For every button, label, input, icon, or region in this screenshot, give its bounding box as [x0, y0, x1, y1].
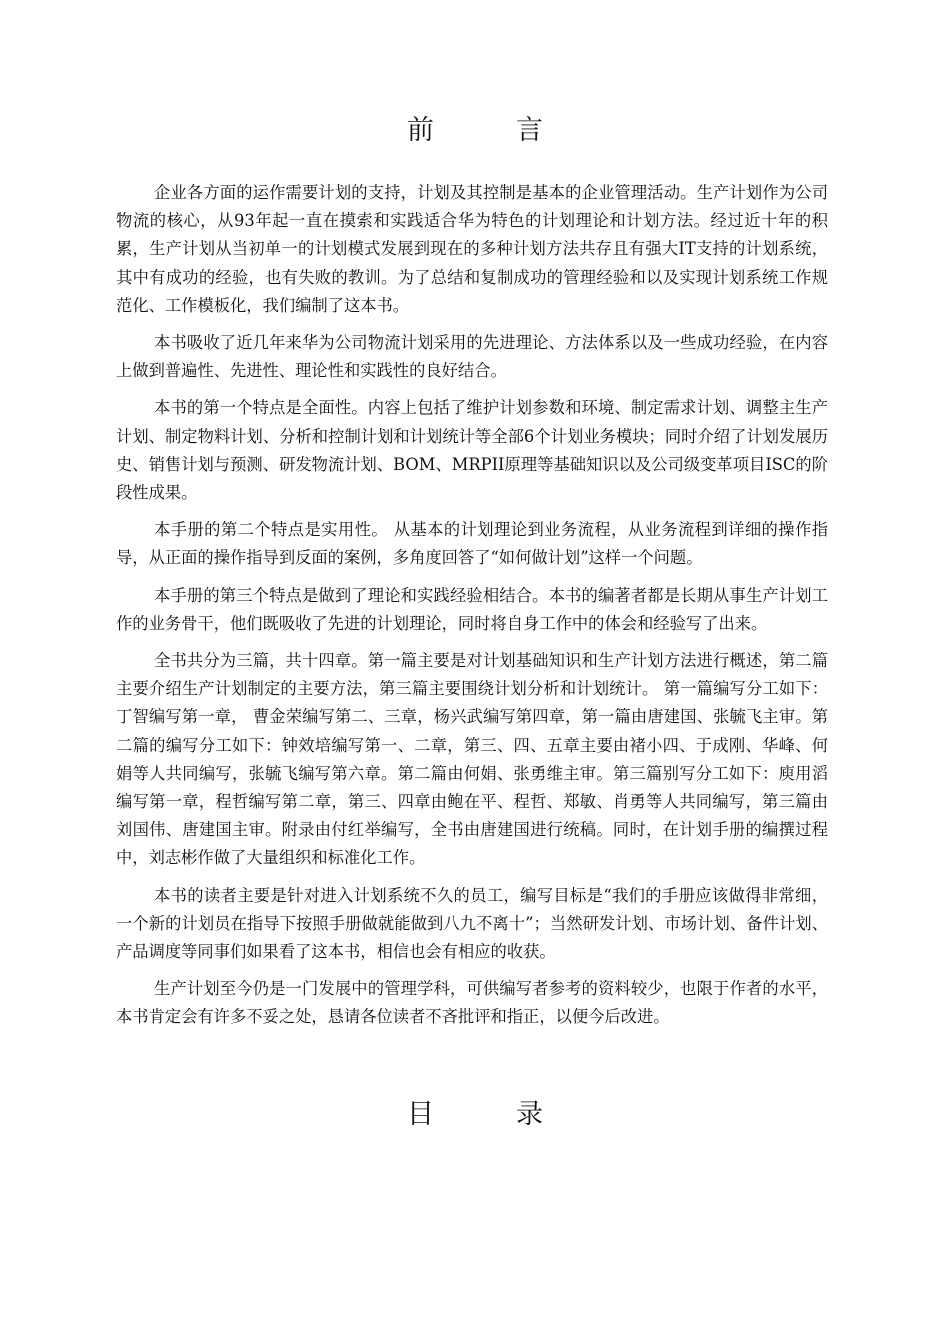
preface-paragraph: 企业各方面的运作需要计划的支持，计划及其控制是基本的企业管理活动。生产计划作为公司物流的核心，从93年起一直在摸索和实践适合华为特色的计划理论和计划方法。经过近十年的积累，生产计划从当初单一的计划模式发展到现在的多种计划方法共存且有强大IT支持的计划系统，其中有成功的经验，也有失败的教训。为了总结和复制成功的管理经验和以及实现计划系统工作规范化、工作模板化，我们编制了这本书。 — [116, 183, 828, 315]
preface-paragraph: 本手册的第二个特点是实用性。 从基本的计划理论到业务流程，从业务流程到详细的操作指导，从正面的操作指导到反面的案例，多角度回答了“如何做计划”这样一个问题。 — [116, 520, 828, 568]
preface-title-right: 言 — [516, 115, 543, 146]
preface-paragraph: 生产计划至今仍是一门发展中的管理学科，可供编写者参考的资料较少，也限于作者的水平，本书肯定会有许多不妥之处，恳请各位读者不吝批评和指正，以便今后改进。 — [116, 979, 828, 1027]
preface-title-left: 前 — [407, 115, 434, 146]
preface-body — [116, 179, 828, 1041]
toc-title-left: 目 — [407, 1099, 434, 1130]
preface-paragraph: 本书吸收了近几年来华为公司物流计划采用的先进理论、方法体系以及一些成功经验，在内容上做到普遍性、先进性、理论性和实践性的良好结合。 — [116, 333, 828, 381]
preface-paragraph: 本书的读者主要是针对进入计划系统不久的员工，编写目标是“我们的手册应该做得非常细，一个新的计划员在指导下按照手册做就能做到八九不离十”；当然研发计划、市场计划、备件计划、产品调度等同事们如果看了这本书，相信也会有相应的收获。 — [116, 885, 828, 962]
preface-paragraph: 全书共分为三篇，共十四章。第一篇主要是对计划基础知识和生产计划方法进行概述，第二篇主要介绍生产计划制定的主要方法，第三篇主要围绕计划分析和计划统计。 第一篇编写分工如下：丁智编写第一章， 曹金荣编写第二、三章，杨兴武编写第四章，第一篇由唐建国、张毓飞主审。第二篇的编写分工如下：钟效培编写第一、二章，第三、四、五章主要由褚小四、于成刚、华峰、何娟等人共同编写，张毓飞编写第六章。第二篇由何娟、张勇维主审。第三篇别写分工如下：庾用滔编写第一章，程哲编写第二章，第三、四章由鲍在平、程哲、郑敏、肖勇等人共同编写，第三篇由刘国伟、唐建国主审。附录由付红举编写，全书由唐建国进行统稿。同时，在计划手册的编撰过程中，刘志彬作做了大量组织和标准化工作。 — [116, 651, 828, 868]
preface-title — [0, 108, 950, 147]
toc-title — [0, 1092, 950, 1131]
preface-paragraph: 本手册的第三个特点是做到了理论和实践经验相结合。本书的编著者都是长期从事生产计划工作的业务骨干，他们既吸收了先进的计划理论，同时将自身工作中的体会和经验写了出来。 — [116, 585, 828, 633]
preface-paragraph: 本书的第一个特点是全面性。内容上包括了维护计划参数和环境、制定需求计划、调整主生产计划、制定物料计划、分析和控制计划和计划统计等全部6个计划业务模块；同时介绍了计划发展历史、销售计划与预测、研发物流计划、BOM、MRPII原理等基础知识以及公司级变革项目ISC的阶段性成果。 — [116, 398, 828, 503]
toc-title-right: 录 — [516, 1099, 543, 1130]
